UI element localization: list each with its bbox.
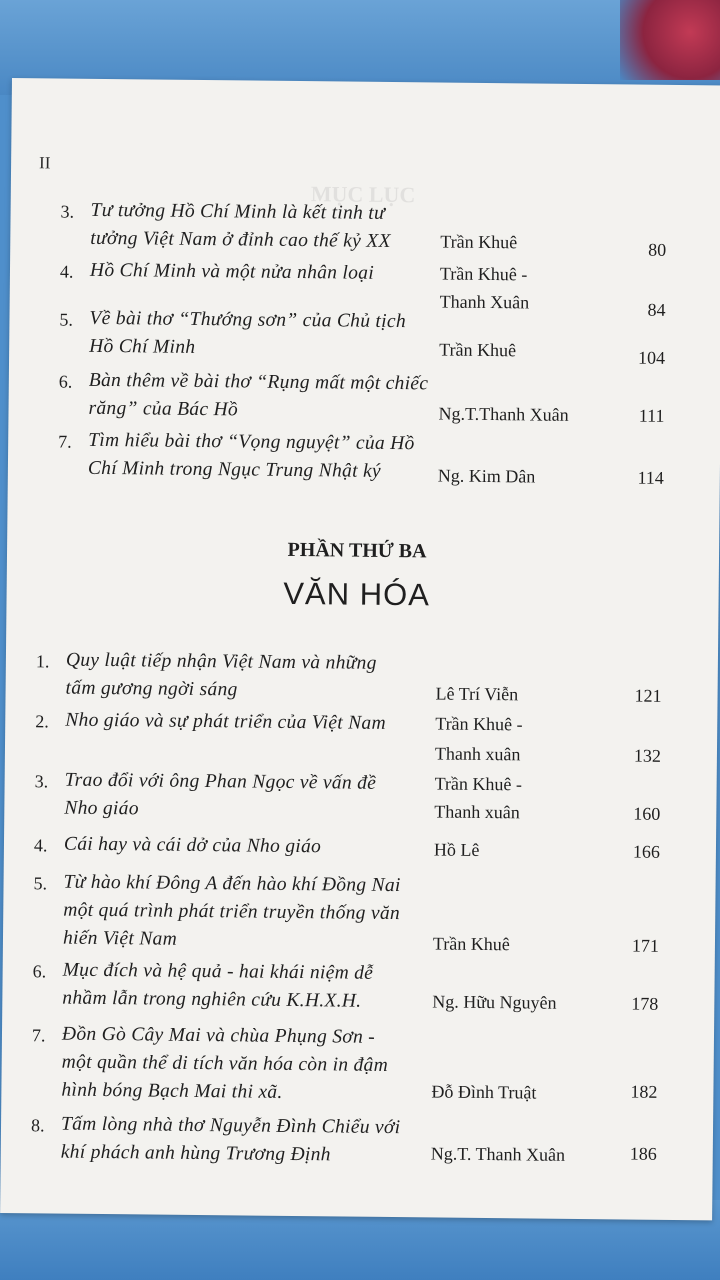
entry-author: Ng.T.Thanh Xuân xyxy=(438,403,569,425)
entry-title-line: Về bài thơ “Thướng sơn” của Chủ tịch xyxy=(89,307,407,333)
entry-title-line: Trao đổi với ông Phan Ngọc về vấn đề xyxy=(64,769,377,794)
entry-author: Thanh xuân xyxy=(434,743,521,765)
toc-entry xyxy=(2,956,715,1023)
entry-page: 166 xyxy=(632,841,661,862)
entry-title-line: nhầm lẫn trong nghiên cứu K.H.X.H. xyxy=(62,987,362,1012)
entry-number: 5. xyxy=(59,309,74,330)
entry-number: 6. xyxy=(32,961,47,982)
entry-author: Trần Khuê - xyxy=(435,713,523,735)
entry-title-line: một quá trình phát triển truyền thống văn xyxy=(63,899,401,925)
entry-title-line: Mục đích và hệ quả - hai khái niệm dễ xyxy=(62,959,374,984)
entry-title-line: Bàn thêm về bài thơ “Rụng mất một chiếc xyxy=(88,369,429,395)
entry-author: Trần Khuê xyxy=(440,231,518,253)
entry-author: Ng.T. Thanh Xuân xyxy=(430,1143,566,1165)
toc-entry xyxy=(1,1110,714,1177)
entry-title-line: Hồ Chí Minh xyxy=(89,335,196,358)
entry-page: 132 xyxy=(633,745,662,766)
entry-page: 178 xyxy=(631,993,659,1014)
entry-page: 104 xyxy=(638,347,666,368)
entry-page: 186 xyxy=(629,1143,657,1164)
entry-author: Lê Trí Viễn xyxy=(435,683,519,705)
entry-title-line: Nho giáo xyxy=(64,797,139,820)
entry-title-line: hình bóng Bạch Mai thi xã. xyxy=(61,1079,283,1103)
toc-entry xyxy=(8,366,720,433)
entry-page: 111 xyxy=(638,405,665,426)
entry-author: Ng. Kim Dân xyxy=(437,465,536,487)
entry-title-line: răng” của Bác Hồ xyxy=(88,397,239,421)
entry-page: 171 xyxy=(631,935,660,956)
entry-page: 121 xyxy=(634,685,662,706)
section-title: PHẦN THỨ BA xyxy=(287,538,427,563)
toc-entry xyxy=(8,426,720,493)
entry-title-line: Tìm hiểu bài thơ “Vọng nguyệt” của Hồ xyxy=(88,429,415,455)
entry-title-line: tấm gương ngời sáng xyxy=(65,677,238,701)
entry-number: 3. xyxy=(60,201,75,222)
entry-author: Đỗ Đình Truật xyxy=(431,1081,537,1103)
entry-title-line: Tấm lòng nhà thơ Nguyễn Đình Chiểu với xyxy=(60,1113,401,1139)
background-fabric xyxy=(620,0,720,80)
entry-title-line: Quy luật tiếp nhận Việt Nam và những xyxy=(65,649,377,674)
entry-author: Trần Khuê - xyxy=(439,263,528,285)
entry-title-line: Tư tưởng Hồ Chí Minh là kết tinh tư xyxy=(90,199,386,224)
entry-title-line: Hồ Chí Minh và một nửa nhân loại xyxy=(89,259,375,284)
entry-author: Ng. Hữu Nguyên xyxy=(432,991,557,1013)
page-number: II xyxy=(39,153,51,173)
entry-author: Trần Khuê xyxy=(439,339,517,361)
toc-entry xyxy=(5,646,718,713)
entry-author: Trần Khuê xyxy=(432,933,510,955)
entry-author: Thanh Xuân xyxy=(439,291,530,313)
entry-title-line: khí phách anh hùng Trương Định xyxy=(60,1141,331,1166)
entry-number: 5. xyxy=(33,873,48,894)
entry-number: 1. xyxy=(35,651,50,672)
toc-entry xyxy=(5,706,718,773)
entry-number: 3. xyxy=(34,771,49,792)
entry-page: 182 xyxy=(630,1081,658,1102)
entry-page: 160 xyxy=(633,803,661,824)
entry-page: 80 xyxy=(648,239,667,260)
entry-number: 6. xyxy=(58,371,73,392)
entry-number: 7. xyxy=(58,431,72,452)
entry-title-line: Từ hào khí Đông A đến hào khí Đồng Nai xyxy=(63,871,401,897)
entry-title-line: tưởng Việt Nam ở đỉnh cao thế kỷ XX xyxy=(90,227,391,252)
entry-author: Trần Khuê - xyxy=(434,773,523,795)
entry-author: Hồ Lê xyxy=(433,839,480,860)
entry-title-line: một quần thể di tích văn hóa còn in đậm xyxy=(61,1051,389,1076)
toc-entry xyxy=(10,196,720,265)
entry-title-line: Đồn Gò Cây Mai và chùa Phụng Sơn - xyxy=(61,1023,376,1048)
entry-page: 84 xyxy=(647,299,666,320)
entry-title-line: Nho giáo và sự phát triển của Việt Nam xyxy=(65,709,387,734)
entry-number: 4. xyxy=(33,835,48,856)
toc-entry xyxy=(1,1020,714,1117)
entry-page: 114 xyxy=(637,467,664,488)
section-subtitle: VĂN HÓA xyxy=(283,575,431,613)
entry-title-line: Cái hay và cái dở của Nho giáo xyxy=(63,833,322,858)
bleed-through-text: MỤC LỤC xyxy=(310,181,416,208)
entry-title-line: hiến Việt Nam xyxy=(62,927,178,950)
toc-entry xyxy=(4,830,716,871)
entry-number: 2. xyxy=(35,711,49,732)
entry-number: 4. xyxy=(59,261,74,282)
book-page xyxy=(0,78,720,1220)
entry-title-line: Chí Minh trong Ngục Trung Nhật ký xyxy=(87,457,382,482)
toc-entry xyxy=(9,304,720,371)
entry-number: 7. xyxy=(31,1025,46,1046)
toc-entry xyxy=(4,766,717,833)
entry-author: Thanh xuân xyxy=(434,801,520,823)
toc-entry xyxy=(3,868,716,965)
entry-number: 8. xyxy=(30,1115,45,1136)
